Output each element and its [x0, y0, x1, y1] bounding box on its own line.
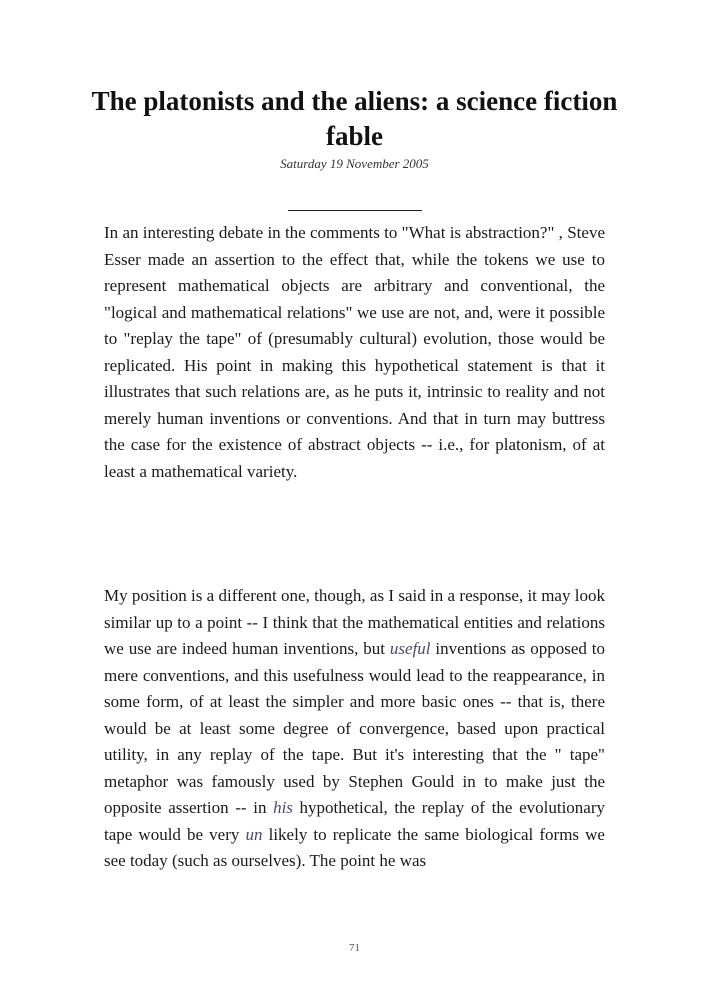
paragraph-1: In an interesting debate in the comments to "What is abstraction?" , Steve Esser made an assertion to the effect that, while the tokens we use to represent mathematical objects are arbitrary and conventional, the "logical and mathematical relations" we use are not, and, were it possible to "replay the tape" of (presumably cultural) evolution, those would be replicated. His point in making this hypothetical statement is that it illustrates that such relations are, as he puts it, intrinsic to reality and not merely human inventions or conventions. And that in turn may buttress the case for the existence of abstract objects -- i.e., for platonism, of at least a mathematical variety. — [104, 223, 605, 481]
page-number: 71 — [349, 942, 360, 954]
emphasis-his: his — [273, 798, 293, 817]
paragraph-2-text-4: likely to replicate the same biological forms we see today (such as ourselves). The point he was — [104, 824, 605, 870]
emphasis-useful: useful — [389, 639, 431, 658]
publication-date: Saturday 19 November 2005 — [280, 156, 429, 171]
page-title: The platonists and the aliens: a science fiction fable — [91, 86, 618, 151]
paragraph-2-text-3: hypothetical, the replay of the evolutionary tape would be very — [104, 798, 605, 844]
paragraph-2-text-1: My position is a different one, though, as I said in a response, it may look similar up to a point -- I think that the mathematical entities and relations we use are indeed human inventions, but — [104, 586, 605, 658]
paragraph-2-text-2: inventions as opposed to mere conventions, and this usefulness would lead to the reappearance, in some form, of at least the simpler and more basic ones -- that is, there would be at least some degree of convergence, based upon practical utility, in any replay of the tape. But it's interesting that the " tape" metaphor was famously used by Stephen Gould in to make just the opposite assertion -- in — [104, 639, 605, 817]
paragraph-2 — [104, 583, 605, 875]
emphasis-un: un — [245, 824, 263, 844]
title-divider — [288, 210, 422, 211]
